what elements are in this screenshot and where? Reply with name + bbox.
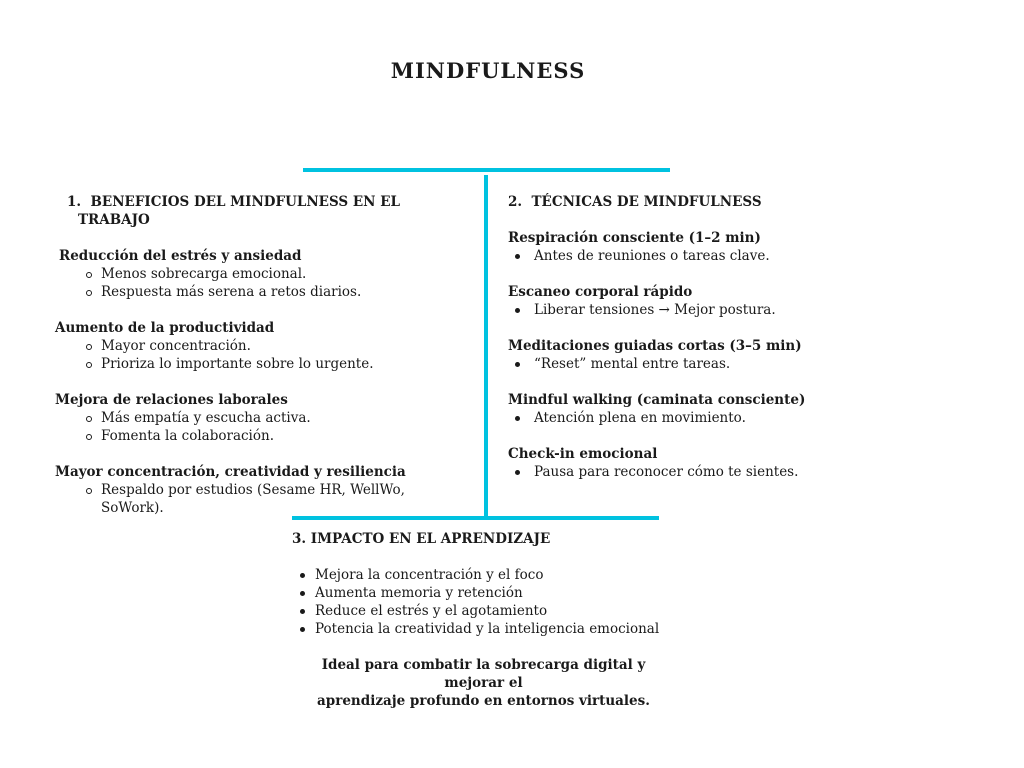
section-benefits-heading — [55, 193, 475, 211]
section-impact-heading: 3. IMPACTO EN EL APRENDIZAJE — [292, 531, 551, 547]
technique-title: Escaneo corporal rápido — [508, 284, 693, 300]
list-item: Más empatía y escucha activa. — [82, 409, 475, 427]
group-list — [82, 481, 475, 517]
section-techniques-heading: 2. TÉCNICAS DE MINDFULNESS — [508, 194, 762, 210]
list-item-line: Respaldo por estudios (Sesame HR, WellWo, — [101, 482, 405, 498]
page-title: MINDFULNESS — [390, 58, 586, 83]
closing-line: Ideal para combatir la sobrecarga digital y mejorar el — [321, 657, 646, 691]
list-item: Mayor concentración. — [82, 337, 475, 355]
group-title: Mayor concentración, creatividad y resiliencia — [55, 464, 406, 480]
impact-list — [295, 566, 692, 638]
list-item: “Reset” mental entre tareas. — [510, 355, 948, 373]
group-title: Aumento de la productividad — [55, 320, 275, 336]
list-item: Atención plena en movimiento. — [510, 409, 948, 427]
list-item — [82, 481, 475, 517]
section-impact — [292, 530, 692, 710]
list-item: Prioriza lo importante sobre lo urgente. — [82, 355, 475, 373]
list-item: Potencia la creatividad y la inteligencia emocional — [295, 620, 692, 638]
list-item: Menos sobrecarga emocional. — [82, 265, 475, 283]
top-divider-bar — [303, 168, 670, 172]
list-item: Reduce el estrés y el agotamiento — [295, 602, 692, 620]
list-item: Aumenta memoria y retención — [295, 584, 692, 602]
technique-title: Respiración consciente (1–2 min) — [508, 230, 761, 246]
list-item: Antes de reuniones o tareas clave. — [510, 247, 948, 265]
group-list — [82, 409, 475, 445]
group-title: Mejora de relaciones laborales — [55, 392, 288, 408]
technique-title: Meditaciones guiadas cortas (3–5 min) — [508, 338, 802, 354]
section-techniques — [508, 193, 948, 481]
group-title: Reducción del estrés y ansiedad — [59, 248, 302, 264]
technique-title: Check-in emocional — [508, 446, 658, 462]
closing-statement — [292, 656, 675, 710]
list-item: Respuesta más serena a retos diarios. — [82, 283, 475, 301]
heading-line-1: BENEFICIOS DEL MINDFULNESS EN EL — [90, 194, 400, 210]
technique-title: Mindful walking (caminata consciente) — [508, 392, 806, 408]
section-number: 1. — [67, 194, 82, 210]
closing-line: aprendizaje profundo en entornos virtuales. — [317, 693, 650, 709]
list-item-line: SoWork). — [101, 500, 164, 516]
section-benefits — [55, 193, 475, 517]
vertical-divider-bar — [484, 175, 488, 518]
list-item: Fomenta la colaboración. — [82, 427, 475, 445]
list-item: Liberar tensiones → Mejor postura. — [510, 301, 948, 319]
heading-line-2: TRABAJO — [78, 212, 150, 228]
group-list — [82, 265, 475, 301]
list-item: Mejora la concentración y el foco — [295, 566, 692, 584]
list-item: Pausa para reconocer cómo te sientes. — [510, 463, 948, 481]
group-list — [82, 337, 475, 373]
